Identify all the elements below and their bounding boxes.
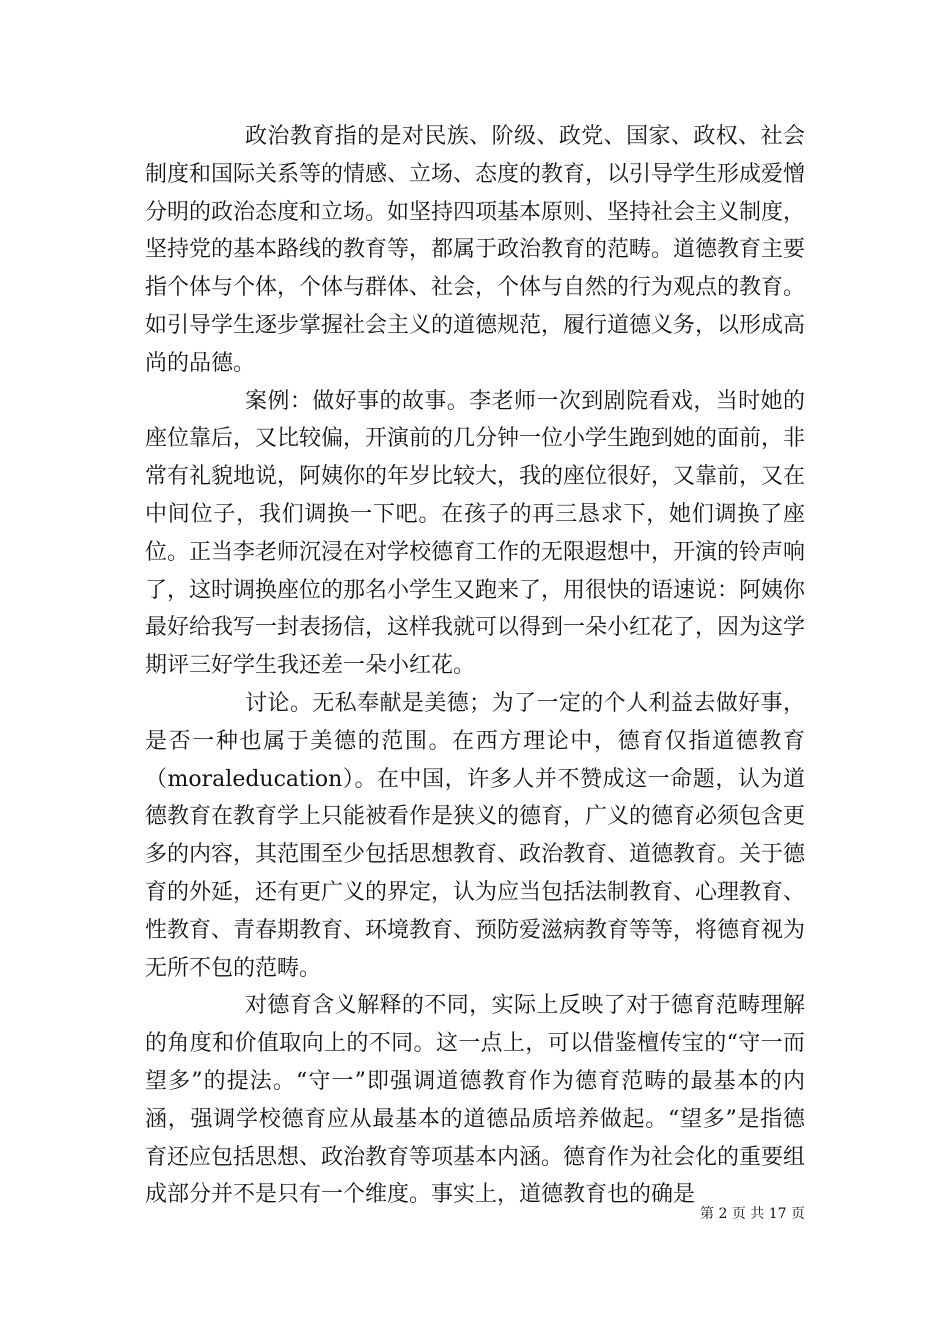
paragraph-political-education: 政治教育指的是对民族、阶级、政党、国家、政权、社会制度和国际关系等的情感、立场、态度的教育，以引导学生形成爱憎分明的政治态度和立场。如坚持四项基本原则、坚持社会主义制度，坚持党的基本路线的教育等，都属于政治教育的范畴。道德教育主要指个体与个体，个体与群体、社会，个体与自然的行为观点的教育。如引导学生逐步掌握社会主义的道德规范，履行道德义务，以形成高尚的品德。	[145, 124, 806, 376]
body-text	[145, 118, 805, 1214]
paragraph-case-story: 案例：做好事的故事。李老师一次到剧院看戏，当时她的座位靠后，又比较偏，开演前的几分钟一位小学生跑到她的面前，非常有礼貌地说，阿姨你的年岁比较大，我的座位很好，又靠前，又在中间位子，我们调换一下吧。在孩子的再三恳求下，她们调换了座位。正当李老师沉浸在对学校德育工作的无限遐想中，开演的铃声响了，这时调换座位的那名小学生又跑来了，用很快的语速说：阿姨你最好给我写一封表扬信，这样我就可以得到一朵小红花了，因为这学期评三好学生我还差一朵小红花。	[145, 388, 806, 679]
paragraph-moral-scope: 对德育含义解释的不同，实际上反映了对于德育范畴理解的角度和价值取向上的不同。这一点上，可以借鉴檀传宝的“守一而望多”的提法。“守一”即强调道德教育作为德育范畴的最基本的内涵，强调学校德育应从最基本的道德品质培养做起。“望多”是指德育还应包括思想、政治教育等项基本内涵。德育作为社会化的重要组成部分并不是只有一个维度。事实上，道德教育也的确是	[145, 993, 806, 1208]
paragraph-discussion: 讨论。无私奉献是美德；为了一定的个人利益去做好事，是否一种也属于美德的范围。在西方理论中，德育仅指道德教育（moraleducation）。在中国，许多人并不赞成这一命题，认为道德教育在教育学上只能被看作是狭义的德育，广义的德育必须包含更多的内容，其范围至少包括思想教育、政治教育、道德教育。关于德育的外延，还有更广义的界定，认为应当包括法制教育、心理教育、性教育、青春期教育、环境教育、预防爱滋病教育等等，将德育视为无所不包的范畴。	[145, 690, 806, 981]
page-number: 第 2 页 共 17 页	[700, 1206, 805, 1222]
